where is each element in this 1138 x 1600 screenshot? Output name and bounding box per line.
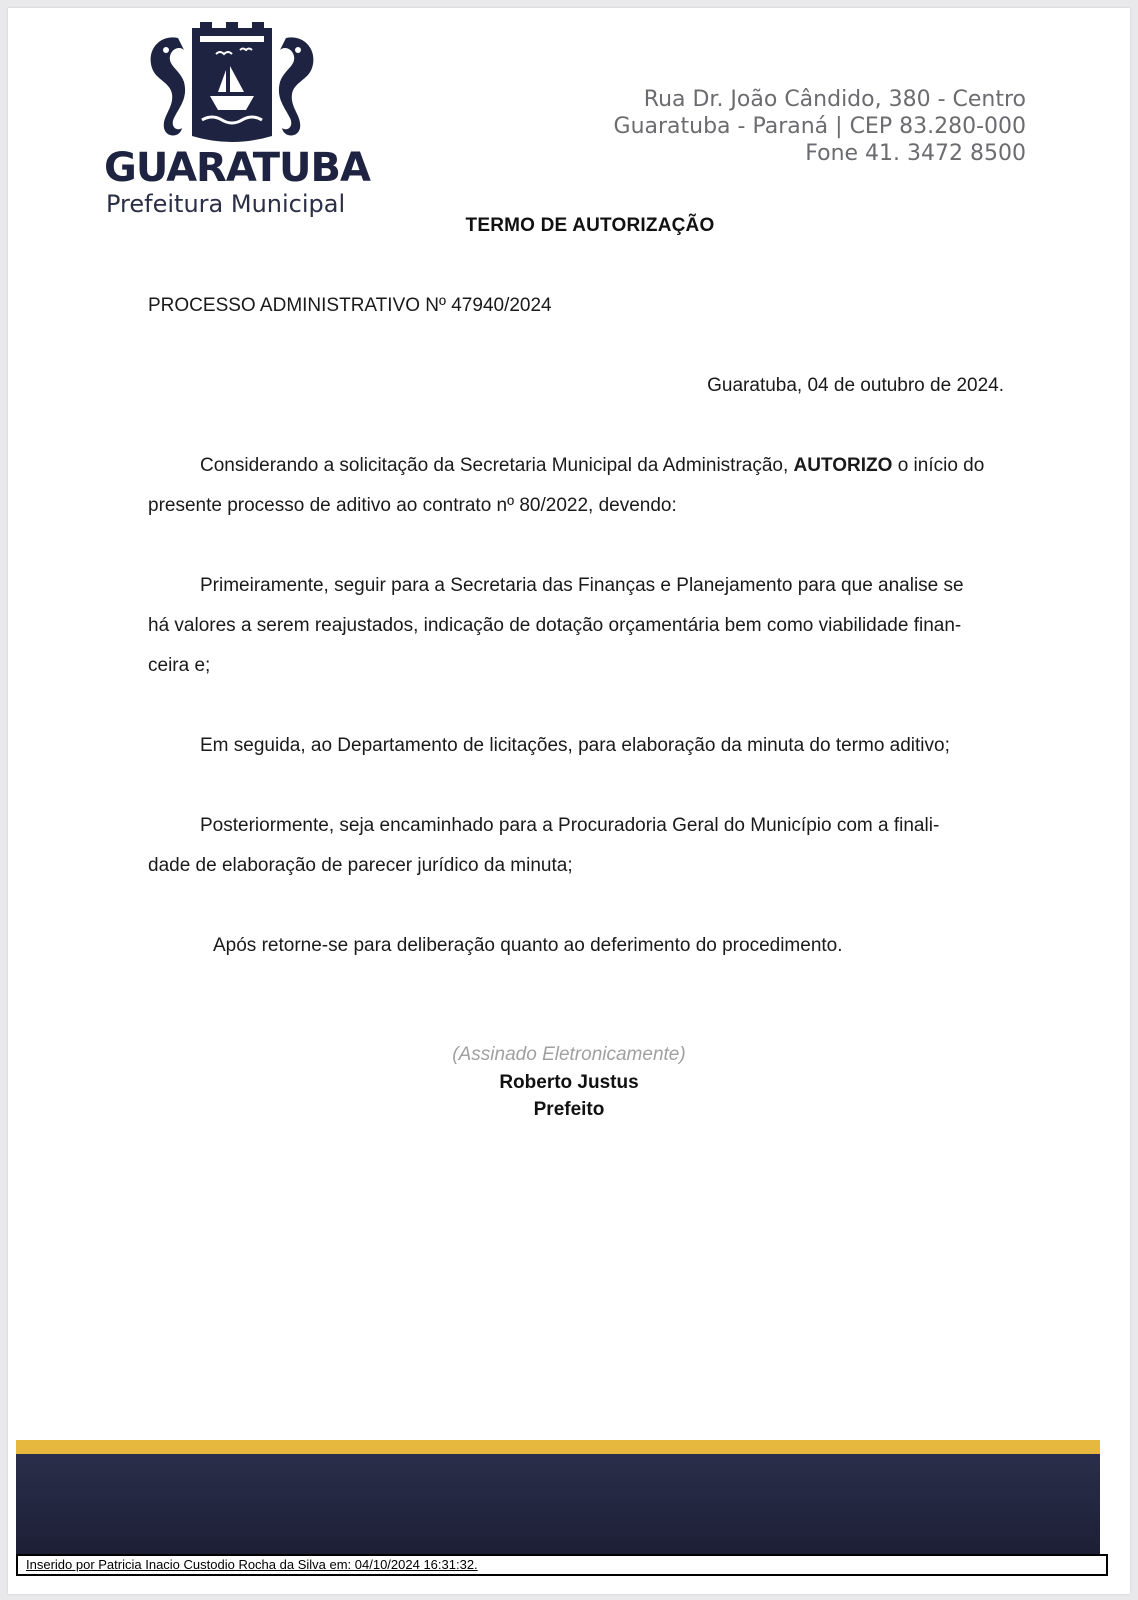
paragraph-line: Em seguida, ao Departamento de licitações, para elaboração da minuta do termo aditivo; xyxy=(200,735,950,756)
address-phone: Fone 41. 3472 8500 xyxy=(805,141,1026,166)
paragraph-line: Primeiramente, seguir para a Secretaria das Finanças e Planejamento para que analise se xyxy=(200,575,964,596)
paragraph-line: ceira e; xyxy=(148,655,211,676)
signature-note: (Assinado Eletronicamente) xyxy=(452,1044,686,1065)
guaratuba-seahorse-crest-icon xyxy=(140,20,324,146)
inserted-by-text: Inserido por Patricia Inacio Custodio Rocha da Silva em: 04/10/2024 16:31:32. xyxy=(26,1557,478,1572)
process-number: PROCESSO ADMINISTRATIVO Nº 47940/2024 xyxy=(148,295,552,316)
logo-title: GUARATUBA xyxy=(104,145,370,191)
paragraph-authorization xyxy=(148,446,1000,526)
footer-gold-band xyxy=(16,1440,1100,1454)
paragraph-text: o início do xyxy=(892,455,985,476)
paragraph-text: Considerando a solicitação da Secretaria Municipal da Administração, xyxy=(200,455,794,476)
paragraph-return xyxy=(213,926,1065,966)
authorize-keyword: AUTORIZO xyxy=(793,455,893,476)
footer-navy-band xyxy=(16,1454,1100,1554)
paragraph-line: Após retorne-se para deliberação quanto ao deferimento do procedimento. xyxy=(213,935,843,956)
signer-role: Prefeito xyxy=(533,1099,605,1120)
address-city: Guaratuba - Paraná | CEP 83.280-000 xyxy=(613,114,1026,139)
paragraph-line: dade de elaboração de parecer jurídico da minuta; xyxy=(148,855,573,876)
document-date: Guaratuba, 04 de outubro de 2024. xyxy=(707,375,1004,396)
address-block xyxy=(614,86,1026,167)
paragraph-procuradoria xyxy=(148,806,1000,886)
logo-subtitle: Prefeitura Municipal xyxy=(106,190,346,218)
municipal-logo xyxy=(104,20,374,220)
paragraph-finance xyxy=(148,566,1000,686)
document-title: TERMO DE AUTORIZAÇÃO xyxy=(465,215,715,236)
signer-name: Roberto Justus xyxy=(499,1072,639,1093)
paragraph-licitacoes xyxy=(148,726,1000,766)
inserted-by-stamp xyxy=(16,1554,1108,1576)
address-street: Rua Dr. João Cândido, 380 - Centro xyxy=(643,87,1026,112)
paragraph-line: há valores a serem reajustados, indicação de dotação orçamentária bem como viabilidade finan- xyxy=(148,615,962,636)
paragraph-line: Posteriormente, seja encaminhado para a Procuradoria Geral do Município com a finali- xyxy=(200,815,940,836)
paragraph-line xyxy=(148,446,1000,486)
paragraph-line: presente processo de aditivo ao contrato nº 80/2022, devendo: xyxy=(148,495,677,516)
document-page xyxy=(8,8,1130,1594)
